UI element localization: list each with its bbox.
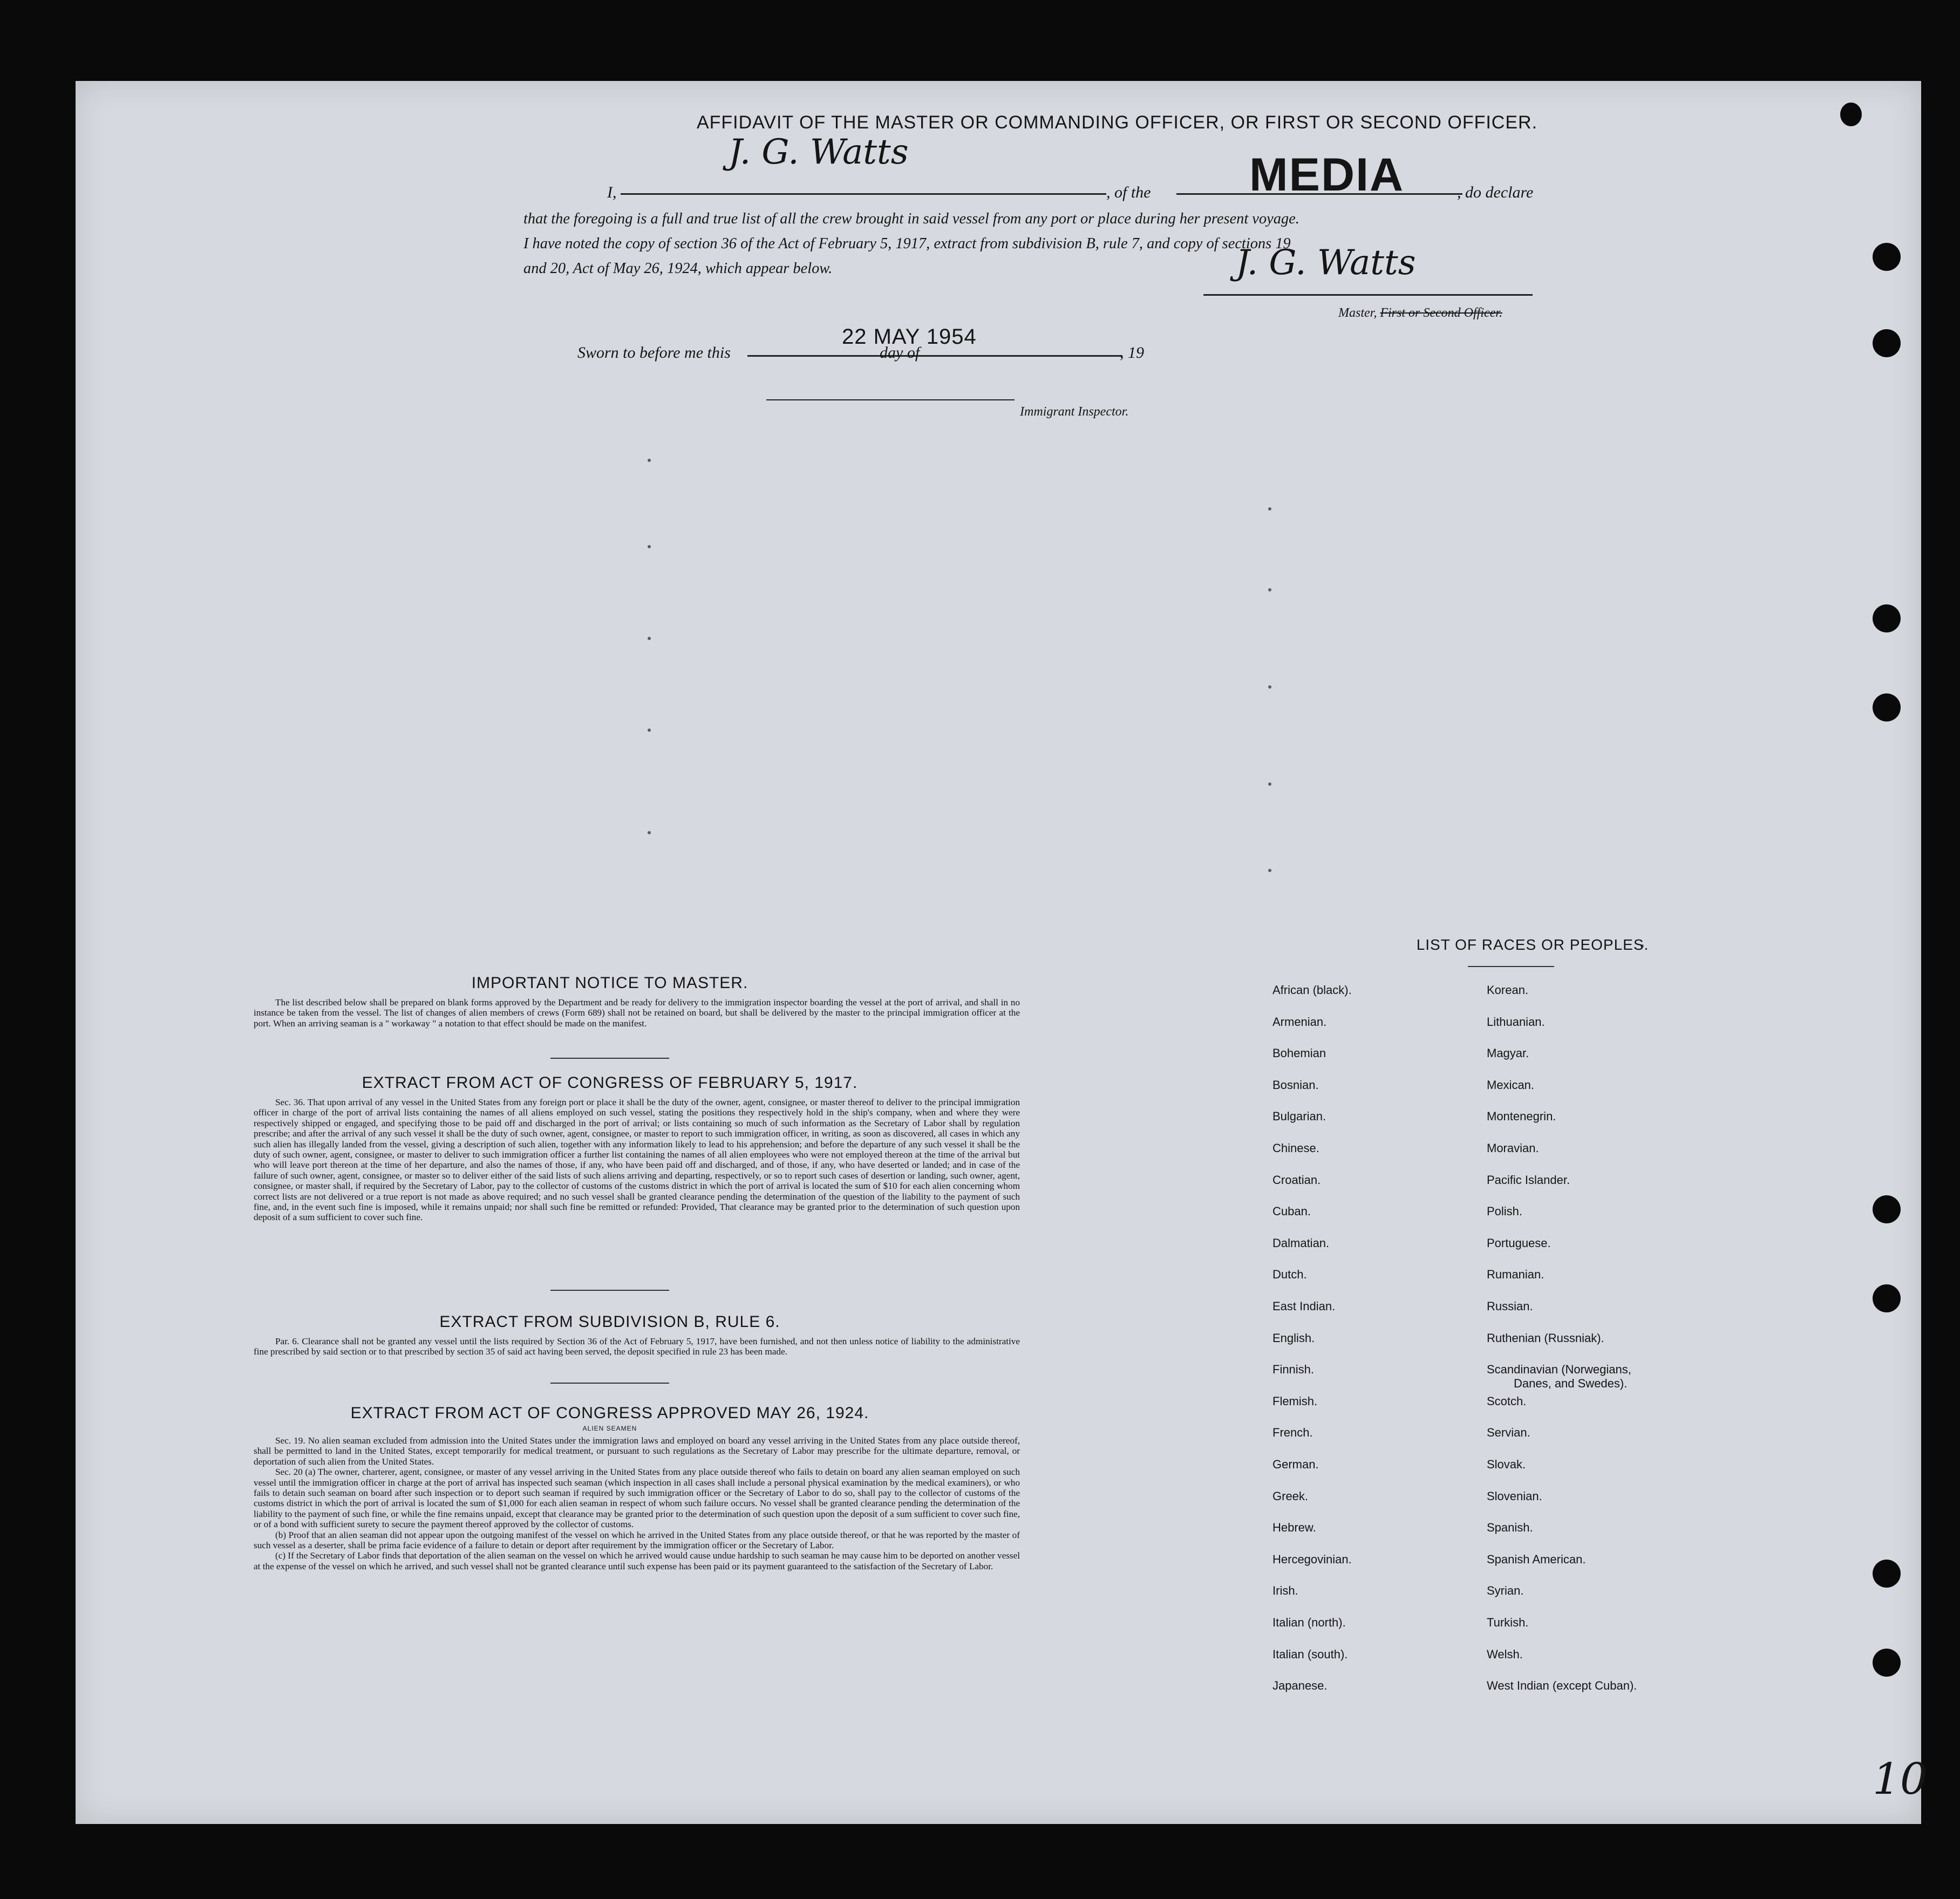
race-item: Montenegrin. xyxy=(1487,1110,1556,1124)
race-item: Rumanian. xyxy=(1487,1268,1544,1282)
race-item: Spanish American. xyxy=(1487,1552,1586,1566)
race-item: French. xyxy=(1272,1426,1313,1440)
punch-hole xyxy=(1840,103,1862,126)
race-item: Chinese. xyxy=(1272,1141,1319,1155)
bleed-dot xyxy=(648,637,651,640)
race-item: Slovenian. xyxy=(1487,1489,1542,1503)
vessel-name: MEDIA xyxy=(1249,149,1405,201)
extract-1924-sec20a: Sec. 20 (a) The owner, charterer, agent, consignee, or master of any vessel arriving in the United States from any place outside thereof who fails to detain on board any alien seaman employed on such vessel until the immigration officer in charge at the port of arrival has inspected such seaman (which inspection in all cases shall include a personal physical examination by the medical examiners), or who fails to detain such seaman on board after such inspection or to deport such seaman if required by such immigration officer or the Secretary of Labor to do so, shall pay to the collector of customs of the customs district in which the port of arrival is located the sum of $1,000 for each alien seaman in respect of whom such failure occurs. No vessel shall be granted clearance pending the determination of the liability to the payment of such fine, or while the fine remains unpaid, except that clearance may be granted prior to the determination of such question upon the deposit of a sum sufficient to cover such fine, or of a bond with sufficient surety to secure the payment thereof approved by the collector of customs. xyxy=(254,1467,1020,1530)
inspector-label: Immigrant Inspector. xyxy=(1020,405,1129,419)
race-item: Spanish. xyxy=(1487,1521,1533,1535)
struck-officer-text: First or Second Officer. xyxy=(1380,306,1502,320)
notice-title: IMPORTANT NOTICE TO MASTER. xyxy=(471,974,748,992)
race-item: Italian (south). xyxy=(1272,1647,1348,1661)
race-item: Croatian. xyxy=(1272,1173,1321,1187)
extract-1917-title: EXTRACT FROM ACT OF CONGRESS OF FEBRUARY 5, 1917. xyxy=(362,1074,858,1092)
extract-1924-sec20c: (c) If the Secretary of Labor finds that deportation of the alien seaman on the vessel on which he arrived would cause undue hardship to such seaman he may cause him to be deported on another vessel at the expense of the vessel on which he arrived, and such vessel shall not be granted clearance until such expense has been paid or its payment guaranteed to the satisfaction of the Secretary of Labor. xyxy=(254,1550,1020,1571)
date-stamp: 22 MAY 1954 xyxy=(842,325,977,349)
race-item: Polish. xyxy=(1487,1204,1523,1219)
race-item: Scotch. xyxy=(1487,1394,1527,1408)
extract-1924-sec19: Sec. 19. No alien seaman excluded from admission into the United States under the immigration laws and employed on board any vessel arriving in the United States from any place outside thereof, shall be permitted to land in the United States, except temporarily for medical treatment, or pursuant to such regulations as the Secretary of Labor may prescribe for the ultimate departure, removal, or deportation of such alien from the United States. xyxy=(254,1435,1020,1467)
race-item: Dutch. xyxy=(1272,1268,1307,1282)
race-item: Russian. xyxy=(1487,1299,1533,1313)
punch-hole xyxy=(1873,693,1901,722)
extract-1924-text xyxy=(254,1435,1020,1571)
race-item: Dalmatian. xyxy=(1272,1236,1330,1250)
extract-1924-title: EXTRACT FROM ACT OF CONGRESS APPROVED MAY 26, 1924. xyxy=(350,1404,869,1422)
bleed-dot xyxy=(648,831,651,834)
bleed-dot xyxy=(1268,782,1271,786)
punch-hole xyxy=(1873,604,1901,632)
races-title: LIST OF RACES OR PEOPLES. xyxy=(1416,936,1649,953)
document-page xyxy=(76,81,1928,1824)
race-item: Bulgarian. xyxy=(1272,1110,1326,1124)
race-item: Italian (north). xyxy=(1272,1616,1346,1629)
race-item: Korean. xyxy=(1487,983,1529,997)
race-item: West Indian (except Cuban). xyxy=(1487,1679,1637,1693)
race-item: Mexican. xyxy=(1487,1078,1535,1092)
name-line xyxy=(621,193,1106,195)
race-item: Hebrew. xyxy=(1272,1521,1316,1535)
bleed-dot xyxy=(1268,507,1271,511)
bleed-dot xyxy=(648,729,651,732)
extract-rule6-title: EXTRACT FROM SUBDIVISION B, RULE 6. xyxy=(439,1313,780,1331)
sworn-label: Sworn to before me this xyxy=(577,344,731,362)
race-item: Servian. xyxy=(1487,1426,1530,1440)
race-item: German. xyxy=(1272,1458,1319,1471)
i-label: I, xyxy=(607,183,617,201)
extract-rule6-text xyxy=(254,1336,1020,1357)
race-item: Cuban. xyxy=(1272,1204,1311,1219)
bleed-dot xyxy=(648,545,651,548)
race-item: Scandinavian (Norwegians, xyxy=(1487,1363,1631,1377)
bleed-dot xyxy=(1268,685,1271,689)
race-item: Portuguese. xyxy=(1487,1236,1551,1250)
master-label xyxy=(1338,306,1502,321)
affidavit-line-1: that the foregoing is a full and true list of all the crew brought in said vessel from any port or place during her present voyage. xyxy=(523,210,1299,227)
race-item: Moravian. xyxy=(1487,1141,1539,1155)
race-item: Irish. xyxy=(1272,1584,1298,1598)
section-rule xyxy=(550,1383,669,1384)
master-label-text: Master, xyxy=(1338,306,1380,320)
punch-hole xyxy=(1873,1284,1901,1312)
race-item: Japanese. xyxy=(1272,1679,1328,1693)
year-prefix: , 19 xyxy=(1120,344,1144,362)
alien-seamen-label: ALIEN SEAMEN xyxy=(582,1425,637,1432)
sworn-day-line xyxy=(747,355,952,357)
race-item: English. xyxy=(1272,1331,1315,1345)
race-item: Ruthenian (Russniak). xyxy=(1487,1331,1604,1345)
race-item: Finnish. xyxy=(1272,1363,1315,1377)
race-item: Lithuanian. xyxy=(1487,1015,1545,1029)
race-item: Danes, and Swedes). xyxy=(1514,1377,1628,1391)
race-item: Flemish. xyxy=(1272,1394,1318,1408)
punch-hole xyxy=(1873,1195,1901,1223)
bleed-dot xyxy=(1268,588,1271,591)
race-item: Armenian. xyxy=(1272,1015,1327,1029)
do-declare-label: , do declare xyxy=(1457,183,1534,201)
punch-hole xyxy=(1873,243,1901,271)
affidavit-line-3: and 20, Act of May 26, 1924, which appear below. xyxy=(523,260,833,277)
extract-rule6-paragraph: Par. 6. Clearance shall not be granted any vessel until the lists required by Section 36 of the Act of February 5, 1917, have been furnished, and not then unless notice of liability to the administrative fine prescribed by said section or to that prescribed by section 35 of said act having been served, the deposit specified in rule 23 has been made. xyxy=(254,1336,1020,1357)
section-rule xyxy=(550,1058,669,1059)
races-rule xyxy=(1468,966,1554,967)
race-item: Bohemian xyxy=(1272,1046,1326,1060)
inspector-line xyxy=(766,399,1015,400)
notice-paragraph: The list described below shall be prepared on blank forms approved by the Department and be ready for delivery to the immigration inspector boarding the vessel at the port of arrival, and shall in no instance be taken from the vessel. The list of changes of alien members of crews (Form 689) shall not be retained on board, but shall be delivered by the master to the principal immigration officer at the port. When an arriving seaman is a " workaway " a notation to that effect should be made on the manifest. xyxy=(254,997,1020,1029)
of-the-label: , of the xyxy=(1106,183,1151,201)
sworn-month-line xyxy=(928,355,1122,357)
race-item: African (black). xyxy=(1272,983,1352,997)
race-item: Syrian. xyxy=(1487,1584,1524,1598)
master-signature-line xyxy=(1203,294,1533,296)
day-of-label: day of xyxy=(880,344,920,362)
race-item: Magyar. xyxy=(1487,1046,1529,1060)
master-signature-bottom: J. G. Watts xyxy=(1236,243,1416,283)
race-item: Bosnian. xyxy=(1272,1078,1319,1092)
extract-1917-paragraph: Sec. 36. That upon arrival of any vessel in the United States from any foreign port or place it shall be the duty of the owner, agent, consignee, or master thereof to deliver to the principal immigration officer in charge of the port of arrival lists containing the names of all aliens employed on such vessel, stating the positions they respectively hold in the ship's company, when and where they were respectively shipped or engaged, and specifying those to be paid off and discharged in the port of arrival; or lists containing so much of such information as the Secretary of Labor shall by regulation prescribe; and after the arrival of any such vessel it shall be the duty of such owner, agent, consignee, or master to report to such immigration officer, in writing, as soon as discovered, all cases in which any such alien has illegally landed from the vessel, giving a description of such alien, together with any information likely to lead to his apprehension; and before the departure of any such vessel it shall be the duty of such owner, agent, consignee, or master to deliver to such immigration officer a further list containing the names of all alien employees who were not employed thereon at the time of the arrival but who will leave port thereon at the time of her departure, and also the names of those, if any, who have been paid off and discharged, and of those, if any, who have deserted or landed; and in case of the failure of such owner, agent, consignee, or master so to deliver either of the said lists of such aliens arriving and departing, respectively, or so to report such cases of desertion or landing, such owner, agent, consignee, or master shall, if required by the Secretary of Labor, pay to the collector of customs of the customs district in which the port of arrival is located the sum of $10 for each alien concerning whom correct lists are not delivered or a true report is not made as above required; and no such vessel shall be granted clearance pending the determination of the question of the liability to the payment of such fine, and, in the event such fine is imposed, while it remains unpaid; nor shall such fine be remitted or refunded: Provided, That clearance may be granted prior to the determination of such question upon deposit of a sum sufficient to cover such fine. xyxy=(254,1097,1020,1223)
bleed-dot xyxy=(648,459,651,462)
race-item: Turkish. xyxy=(1487,1616,1529,1629)
race-item: Hercegovinian. xyxy=(1272,1552,1352,1566)
punch-hole xyxy=(1873,1649,1901,1677)
race-item: Greek. xyxy=(1272,1489,1309,1503)
race-item: Welsh. xyxy=(1487,1647,1523,1661)
race-item: Slovak. xyxy=(1487,1458,1526,1471)
affidavit-line-2: I have noted the copy of section 36 of the Act of February 5, 1917, extract from subdivision B, rule 7, and copy of sections 19 xyxy=(523,235,1291,252)
punch-hole xyxy=(1873,329,1901,357)
bleed-dot xyxy=(1268,869,1271,872)
notice-text xyxy=(254,997,1020,1029)
punch-hole xyxy=(1873,1560,1901,1588)
extract-1924-sec20b: (b) Proof that an alien seaman did not appear upon the outgoing manifest of the vessel on which he arrived in the United States from any place outside thereof, or that he was reported by the master of such vessel as a deserter, shall be prima facie evidence of a failure to detain or deport after requirement by the immigration officer or the Secretary of Labor. xyxy=(254,1529,1020,1551)
section-rule xyxy=(550,1290,669,1291)
race-item: East Indian. xyxy=(1272,1299,1336,1313)
affidavit-title: AFFIDAVIT OF THE MASTER OR COMMANDING OFFICER, OR FIRST OR SECOND OFFICER. xyxy=(696,112,1538,133)
master-signature-top: J. G. Watts xyxy=(729,132,909,172)
extract-1917-text xyxy=(254,1097,1020,1223)
page-mark: 10 xyxy=(1873,1754,1928,1804)
race-item: Pacific Islander. xyxy=(1487,1173,1570,1187)
